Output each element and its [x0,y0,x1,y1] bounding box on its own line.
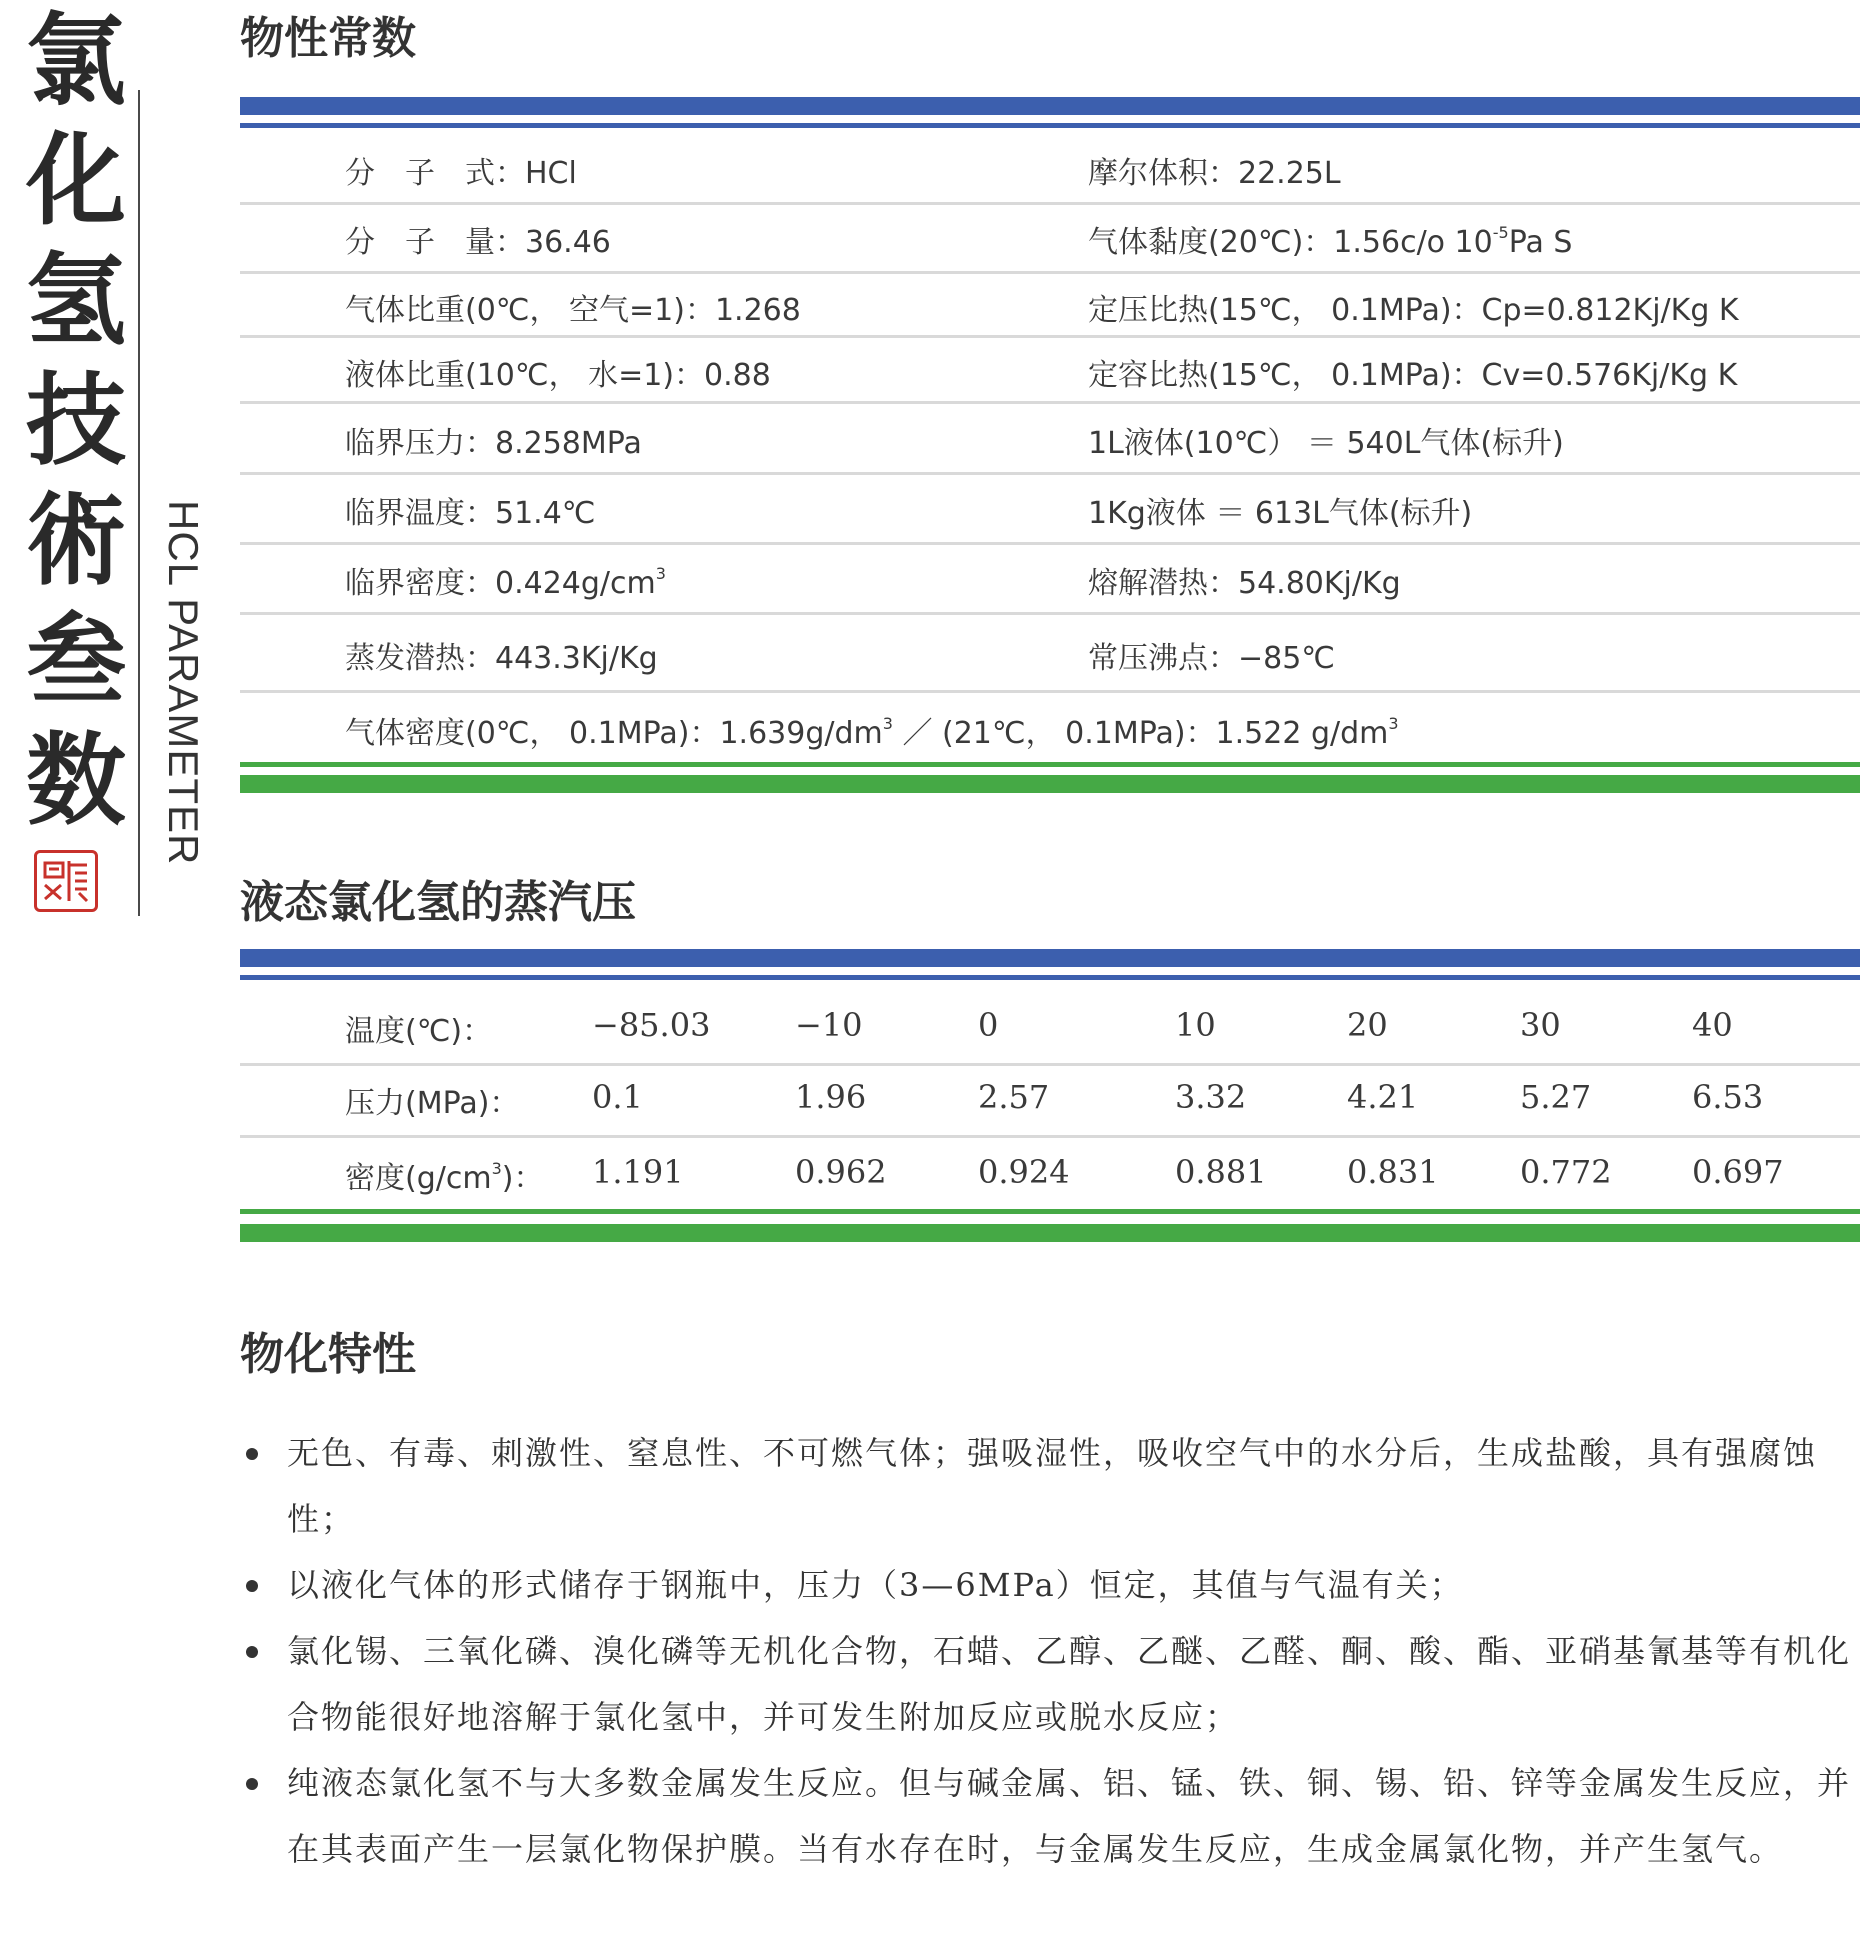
constants-row [240,633,1860,693]
row-label-post: )： [501,1161,544,1196]
temperature-value: 10 [1175,1006,1216,1044]
title-char: 技 [26,361,126,479]
row-label [345,1153,543,1197]
constant-right: 常压沸点：−85℃ [1088,641,1336,676]
list-item [240,1420,1865,1552]
row-label: 压力(MPa)： [345,1086,520,1121]
section-title-properties: 物化特性 [240,1329,416,1380]
constant-left: 分 子 式：HCl [345,156,577,191]
blue-bar-thin [240,975,1860,980]
list-item-text: 无色、有毒、刺激性、窒息性、不可燃气体；强吸湿性，吸收空气中的水分后，生成盐酸，具有强腐蚀性； [287,1434,1818,1538]
constants-row [240,148,1860,205]
density-value: 0.924 [978,1153,1070,1191]
vapor-row-pressure [240,1078,1860,1138]
pressure-value: 3.32 [1175,1078,1247,1116]
temperature-value: 40 [1692,1006,1733,1044]
constant-right [1088,217,1572,261]
temperature-value: −10 [795,1006,863,1044]
seal-stamp-icon [34,850,98,912]
temperature-value: −85.03 [592,1006,711,1044]
vertical-title [18,0,134,840]
constant-right: 1L液体(10℃） ＝ 540L气体(标升) [1088,426,1564,461]
constant-right-text: 气体黏度(20℃)：1.56c/o 10 [1088,225,1493,260]
gas-density-b: ／ (21℃， 0.1MPa)：1.522 g/dm [892,716,1389,751]
pressure-value: 5.27 [1520,1078,1592,1116]
title-char: 叁 [26,601,126,719]
pressure-value: 4.21 [1347,1078,1419,1116]
density-value: 0.697 [1692,1153,1784,1191]
constant-right: 定压比热(15℃， 0.1MPa)：Cp=0.812Kj/Kg K [1088,293,1739,328]
constants-row [240,217,1860,274]
density-value: 1.191 [592,1153,684,1191]
density-value: 0.831 [1347,1153,1439,1191]
constant-left: 临界压力：8.258MPa [345,426,642,461]
green-bar-thick [240,775,1860,793]
exponent: 3 [882,714,893,733]
exponent: 3 [1388,714,1399,733]
green-bar-thin [240,762,1860,767]
constants-row [240,488,1860,545]
pressure-value: 1.96 [795,1078,867,1116]
constant-left [345,558,666,602]
vertical-divider [138,90,140,916]
blue-bar-thick [240,949,1860,967]
density-value: 0.962 [795,1153,887,1191]
bullet-dot-icon [246,1646,258,1658]
density-value: 0.881 [1175,1153,1267,1191]
exponent: 3 [491,1159,502,1178]
bullet-dot-icon [246,1448,258,1460]
constants-row [240,558,1860,615]
constant-left: 液体比重(10℃， 水=1)：0.88 [345,358,771,393]
list-item-text: 纯液态氯化氢不与大多数金属发生反应。但与碱金属、铝、锰、铁、铜、锡、铅、锌等金属发生反应，并在其表面产生一层氯化物保护膜。当有水存在时，与金属发生反应，生成金属氯化物，并产生氢气。 [287,1764,1852,1868]
title-char: 氯 [26,1,126,119]
temperature-value: 20 [1347,1006,1388,1044]
properties-list [240,1420,1865,1882]
seal-glyph-icon [39,855,93,907]
constant-right: 定容比热(15℃， 0.1MPa)：Cv=0.576Kj/Kg K [1088,358,1738,393]
constant-right: 熔解潜热：54.80Kj/Kg [1088,566,1401,601]
gas-density [345,708,1399,752]
pressure-value: 6.53 [1692,1078,1764,1116]
constant-left-text: 临界密度：0.424g/cm [345,566,656,601]
constant-left: 分 子 量：36.46 [345,225,611,260]
bullet-dot-icon [246,1580,258,1592]
constant-right: 摩尔体积：22.25L [1088,156,1341,191]
list-item [240,1552,1865,1618]
list-item-text: 氯化锡、三氧化磷、溴化磷等无机化合物，石蜡、乙醇、乙醚、乙醛、酮、酸、酯、亚硝基氰基等有机化合物能很好地溶解于氯化氢中，并可发生附加反应或脱水反应； [287,1632,1852,1736]
vapor-row-density [240,1153,1860,1203]
row-label: 温度(℃)： [345,1014,493,1049]
list-item [240,1618,1865,1750]
constants-row [240,350,1860,404]
exponent: -5 [1492,223,1509,242]
title-char: 化 [26,121,126,239]
bullet-dot-icon [246,1778,258,1790]
density-value: 0.772 [1520,1153,1612,1191]
title-char: 数 [26,721,126,839]
pressure-value: 2.57 [978,1078,1050,1116]
section-title-constants: 物性常数 [240,13,416,64]
constants-full-row [240,708,1860,758]
constant-left: 临界温度：51.4℃ [345,496,596,531]
pressure-value: 0.1 [592,1078,643,1116]
constant-left: 气体比重(0℃， 空气=1)：1.268 [345,293,801,328]
green-bar-thick [240,1224,1860,1242]
temperature-value: 0 [978,1006,999,1044]
constants-row [240,418,1860,475]
vertical-subtitle: HCL PARAMETER [160,500,207,866]
constants-row [240,285,1860,338]
temperature-value: 30 [1520,1006,1561,1044]
section-title-vapor-pressure: 液态氯化氢的蒸汽压 [240,877,636,928]
blue-bar-thick [240,97,1860,115]
exponent: 3 [655,564,666,583]
constant-left: 蒸发潜热：443.3Kj/Kg [345,641,658,676]
vapor-row-temperature [240,1006,1860,1066]
title-char: 氢 [26,241,126,359]
blue-bar-thin [240,123,1860,128]
list-item-text: 以液化气体的形式储存于钢瓶中，压力（3—6MPa）恒定，其值与气温有关； [287,1566,1464,1604]
constant-right-unit: Pa S [1508,225,1573,260]
gas-density-a: 气体密度(0℃， 0.1MPa)：1.639g/dm [345,716,883,751]
constant-right: 1Kg液体 ＝ 613L气体(标升) [1088,496,1473,531]
list-item [240,1750,1865,1882]
row-label-pre: 密度(g/cm [345,1161,492,1196]
title-char: 術 [26,481,126,599]
green-bar-thin [240,1209,1860,1214]
